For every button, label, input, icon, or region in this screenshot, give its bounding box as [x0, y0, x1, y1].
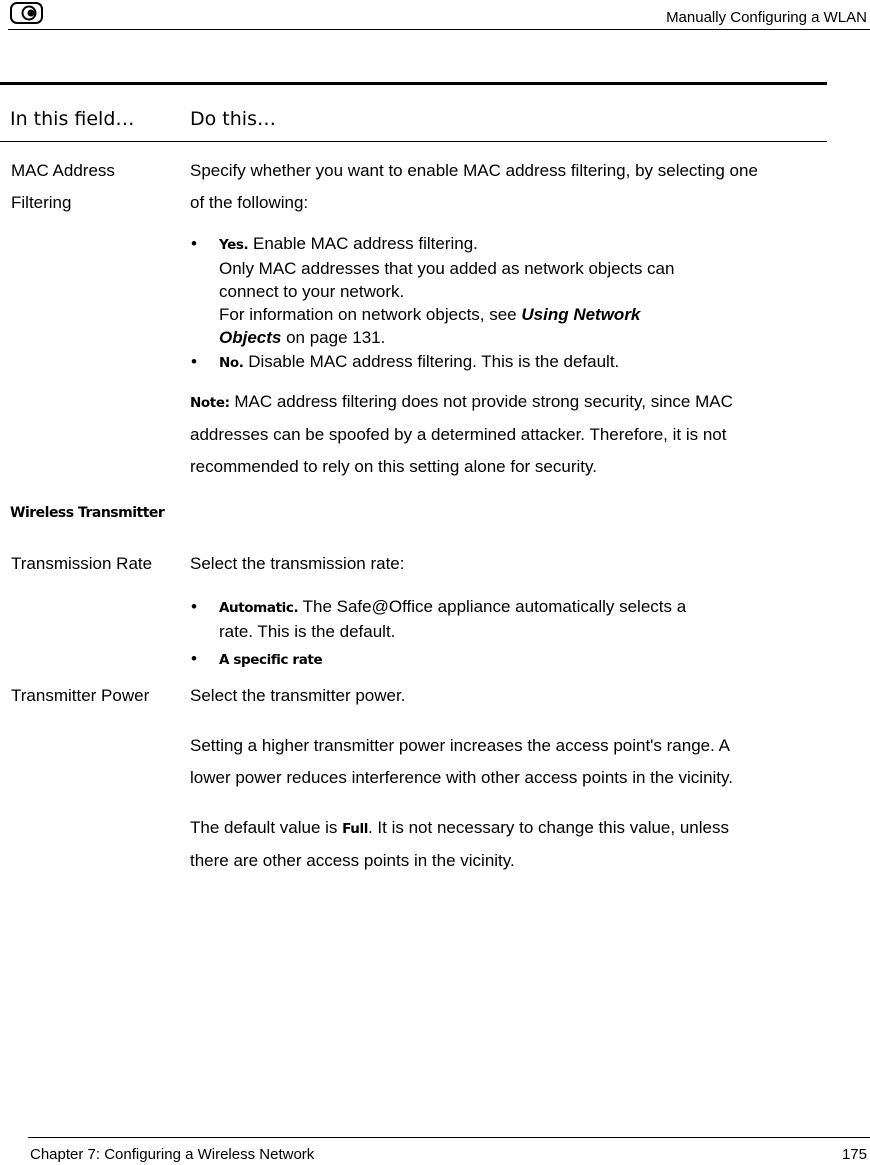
mac-note	[190, 386, 733, 483]
power-intro: Select the transmitter power.	[190, 686, 406, 705]
rate-intro: Select the transmission rate:	[190, 554, 405, 573]
option-keyword: Yes.	[219, 237, 249, 253]
running-header-title: Manually Configuring a WLAN	[666, 9, 867, 26]
bullet-icon: •	[191, 649, 197, 668]
table-header-rule	[0, 141, 827, 142]
body-line: The default value is	[190, 818, 343, 837]
field-label-line: Filtering	[11, 193, 72, 212]
body-line: Setting a higher transmitter power increases the access point's range. A	[190, 736, 730, 755]
mac-intro	[190, 155, 758, 219]
option-text: rate. This is the default.	[219, 622, 396, 641]
option-text: on page 131.	[281, 328, 386, 347]
default-value-keyword: Full	[342, 821, 368, 837]
body-line: there are other access points in the vicinity.	[190, 851, 515, 870]
body-line: addresses can be spoofed by a determined attacker. Therefore, it is not	[190, 425, 727, 444]
option-text: For information on network objects, see	[219, 305, 522, 324]
bullet-icon: •	[191, 352, 197, 371]
footer-rule	[28, 1137, 870, 1138]
bullet-automatic	[190, 595, 686, 643]
option-keyword: No.	[219, 355, 244, 371]
bullet-icon: •	[191, 597, 197, 616]
option-text: Only MAC addresses that you added as network objects can	[219, 259, 675, 278]
footer-chapter: Chapter 7: Configuring a Wireless Network	[30, 1146, 315, 1163]
page-number: 175	[841, 1146, 867, 1163]
field-transmission-rate: Transmission Rate	[11, 554, 153, 573]
body-line: of the following:	[190, 193, 309, 212]
xref-link[interactable]: Objects	[219, 328, 282, 347]
field-transmitter-power: Transmitter Power	[11, 686, 150, 705]
table-top-rule	[0, 82, 827, 85]
option-keyword: A specific rate	[219, 652, 323, 668]
power-para2	[190, 812, 729, 877]
xref-link[interactable]: Using Network	[521, 305, 641, 324]
option-text: Enable MAC address filtering.	[248, 234, 478, 253]
option-text: The Safe@Office appliance automatically selects a	[298, 597, 687, 616]
body-line: recommended to rely on this setting alone for security.	[190, 457, 597, 476]
column-header-field: In this field…	[10, 108, 135, 130]
option-keyword: Automatic.	[219, 600, 299, 616]
note-keyword: Note:	[190, 395, 230, 411]
body-line: MAC address filtering does not provide strong security, since MAC	[229, 392, 733, 411]
bullet-yes	[190, 232, 674, 349]
bullet-icon: •	[191, 234, 197, 253]
field-mac-address-filtering	[11, 155, 115, 219]
power-para1	[190, 730, 733, 794]
option-text: connect to your network.	[219, 282, 405, 301]
bullet-no	[190, 350, 619, 375]
field-label-line: MAC Address	[11, 161, 115, 180]
section-heading: Wireless Transmitter	[10, 505, 165, 521]
bullet-specific-rate	[190, 647, 322, 672]
safe-office-logo-icon	[10, 2, 43, 24]
column-header-action: Do this…	[190, 108, 276, 130]
option-text: Disable MAC address filtering. This is the default.	[243, 352, 620, 371]
header-rule	[8, 29, 870, 30]
body-line: lower power reduces interference with other access points in the vicinity.	[190, 768, 733, 787]
body-line: Specify whether you want to enable MAC address filtering, by selecting one	[190, 161, 758, 180]
body-line: . It is not necessary to change this value, unless	[367, 818, 729, 837]
